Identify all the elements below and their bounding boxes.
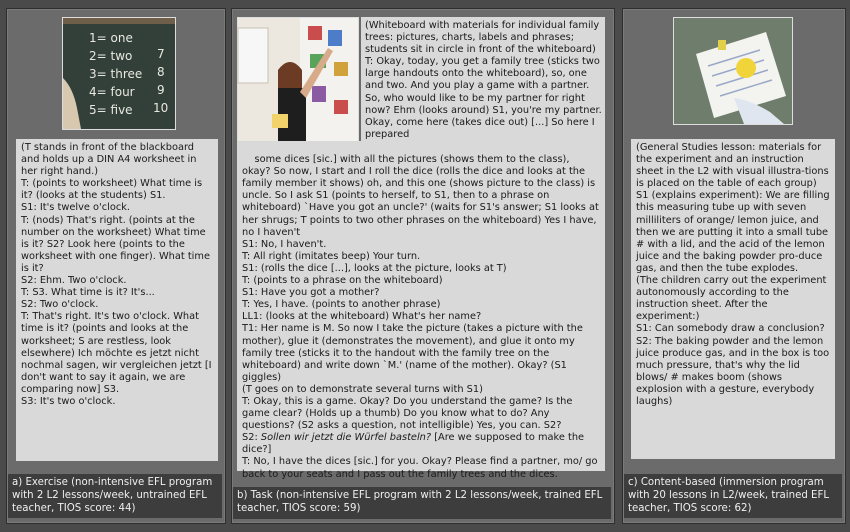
board-digit-7: 7 [157,47,165,61]
board-line-4: 4= four [89,85,135,99]
board-line-2: 2= two [89,49,133,63]
transcript-task-german: Sollen wir jetzt die Würfel basteln? [260,432,432,444]
transcript-task-main [237,141,605,480]
caption-exercise: a) Exercise (non-intensive EFL program with 2 L2 lessons/week, untrained EFL teacher, TIOS score: 44) [8,474,222,518]
caption-content-based: c) Content-based (immersion program with 20 lessons in L2/week, trained EFL teacher, TIOS score: 62) [624,474,842,518]
transcript-exercise: (T stands in front of the blackboard and holds up a DIN A4 worksheet in her right hand.) T: (points to worksheet) What time is it? (looks at the students) S1. S1: It's twelve o'clock. T: (nods) That's right. (points at the number on the worksheet) What time is it? S2? Look here (points to the worksheet with one finger). What time is it? S2: Ehm. Two o'clock. T: S3. What time is it? It's... S2: Two o'clock. T: That's right. It's two o'clock. What time is it? (points and looks at the worksheet; S are restless, look elsewhere) Ich möchte es jetzt nicht nochmal sagen, wir vergleichen jetzt [I don't want to say it again, we are comparing now] S3. S3: It's two o'clock. [16,139,218,461]
transcript-task-end: [Are we supposed to make the dice?] T: No, I have the dices [sic.] for you. Okay? Please find a partner, mo/ go back to your seats and I pass out the family trees and the dices. [242,432,598,480]
experiment-illustration [674,18,792,124]
experiment-photo [673,17,793,125]
panel-task [231,8,615,524]
teacher-illustration [238,18,358,144]
board-digit-8: 8 [157,65,165,79]
blackboard-illustration [63,18,175,129]
transcript-task-top: (Whiteboard with materials for individual family trees: pictures, charts, labels and phrases; students sit in circle in front of the whiteboard) T: Okay, today, you get a family tree (sticks two large handouts onto the whiteboard), so, one and two. And you play a game with a partner. So, who would like to be my partner for right now? Ehm (looks around) S1, you're my partner. Okay, come here (takes dice out) [...] So here I prepared [361,17,605,143]
caption-task: b) Task (non-intensive EFL program with 2 L2 lessons/week, trained EFL teacher, TIOS score: 59) [233,487,611,519]
transcript-task-body: some dices [sic.] with all the pictures (shows them to the class), okay? So now, I start and I roll the dice (rolls the dice and looks at the family member it shows) oh, and this one (shows picture to the class) is uncle. So I ask S1 (points to herself, to S1, then to a phrase on whiteboard) `Have you got an uncle?' (waits for S1's answer; S1 looks at her shrugs; T points to two other phrases on the whiteboard) Yes I have, no I haven't S1: No, I haven't. T: All right (imitates beep) Your turn. S1: (rolls the dice [...], looks at the picture, looks at T) T: (points to a phrase on the whiteboard) S1: Have you got a mother? T: Yes, I have. (points to another phrase) LL1: (looks at the whiteboard) What's her name? T1: Her name is M. So now I take the picture (takes a picture with the mother), glue it (demonstrates the movement), and glue it onto my family tree (sticks it to the handout with the family tree on the whiteboard) and write down `M.' (name of the mother). Okay? (S1 giggles) (T goes on to demonstrate several turns with S1) T: Okay, this is a game. Okay? Do you understand the game? Is the game clear? (Holds up a thumb) Do you know what to do? Any questions? (S2 asks a question, not intelligible) Yes, you can. S2? S2: [242,154,599,444]
panel-content-based [622,8,846,524]
board-digit-9: 9 [157,83,165,97]
transcript-content-based: (General Studies lesson: materials for the experiment and an instruction sheet in the L2 with visual illustra-tions is placed on the table of each group) S1 (explains experiment): We are filling this measuring tube up with seven milliliters of orange/ lemon juice, and then we are putting it into a small tube # with a lid, and the acid of the lemon juice and the baking powder pro-duce gas, and then the tube explodes. (The children carry out the experiment autonomously according to the instruction sheet. After the experiment:) S1: Can somebody draw a conclusion? S2: The baking powder and the lemon juice produce gas, and in the box is too much pressure, that's why the lid blows/ # makes boom (shows explosion with a gesture, everybody laughs) [631,139,835,459]
board-line-5: 5= five [89,103,133,117]
panel-exercise [6,8,226,524]
teacher-whiteboard-photo [237,17,359,145]
board-digit-10: 10 [153,101,169,115]
blackboard-photo [62,17,176,130]
board-line-3: 3= three [89,67,143,81]
board-line-1: 1= one [89,31,133,45]
